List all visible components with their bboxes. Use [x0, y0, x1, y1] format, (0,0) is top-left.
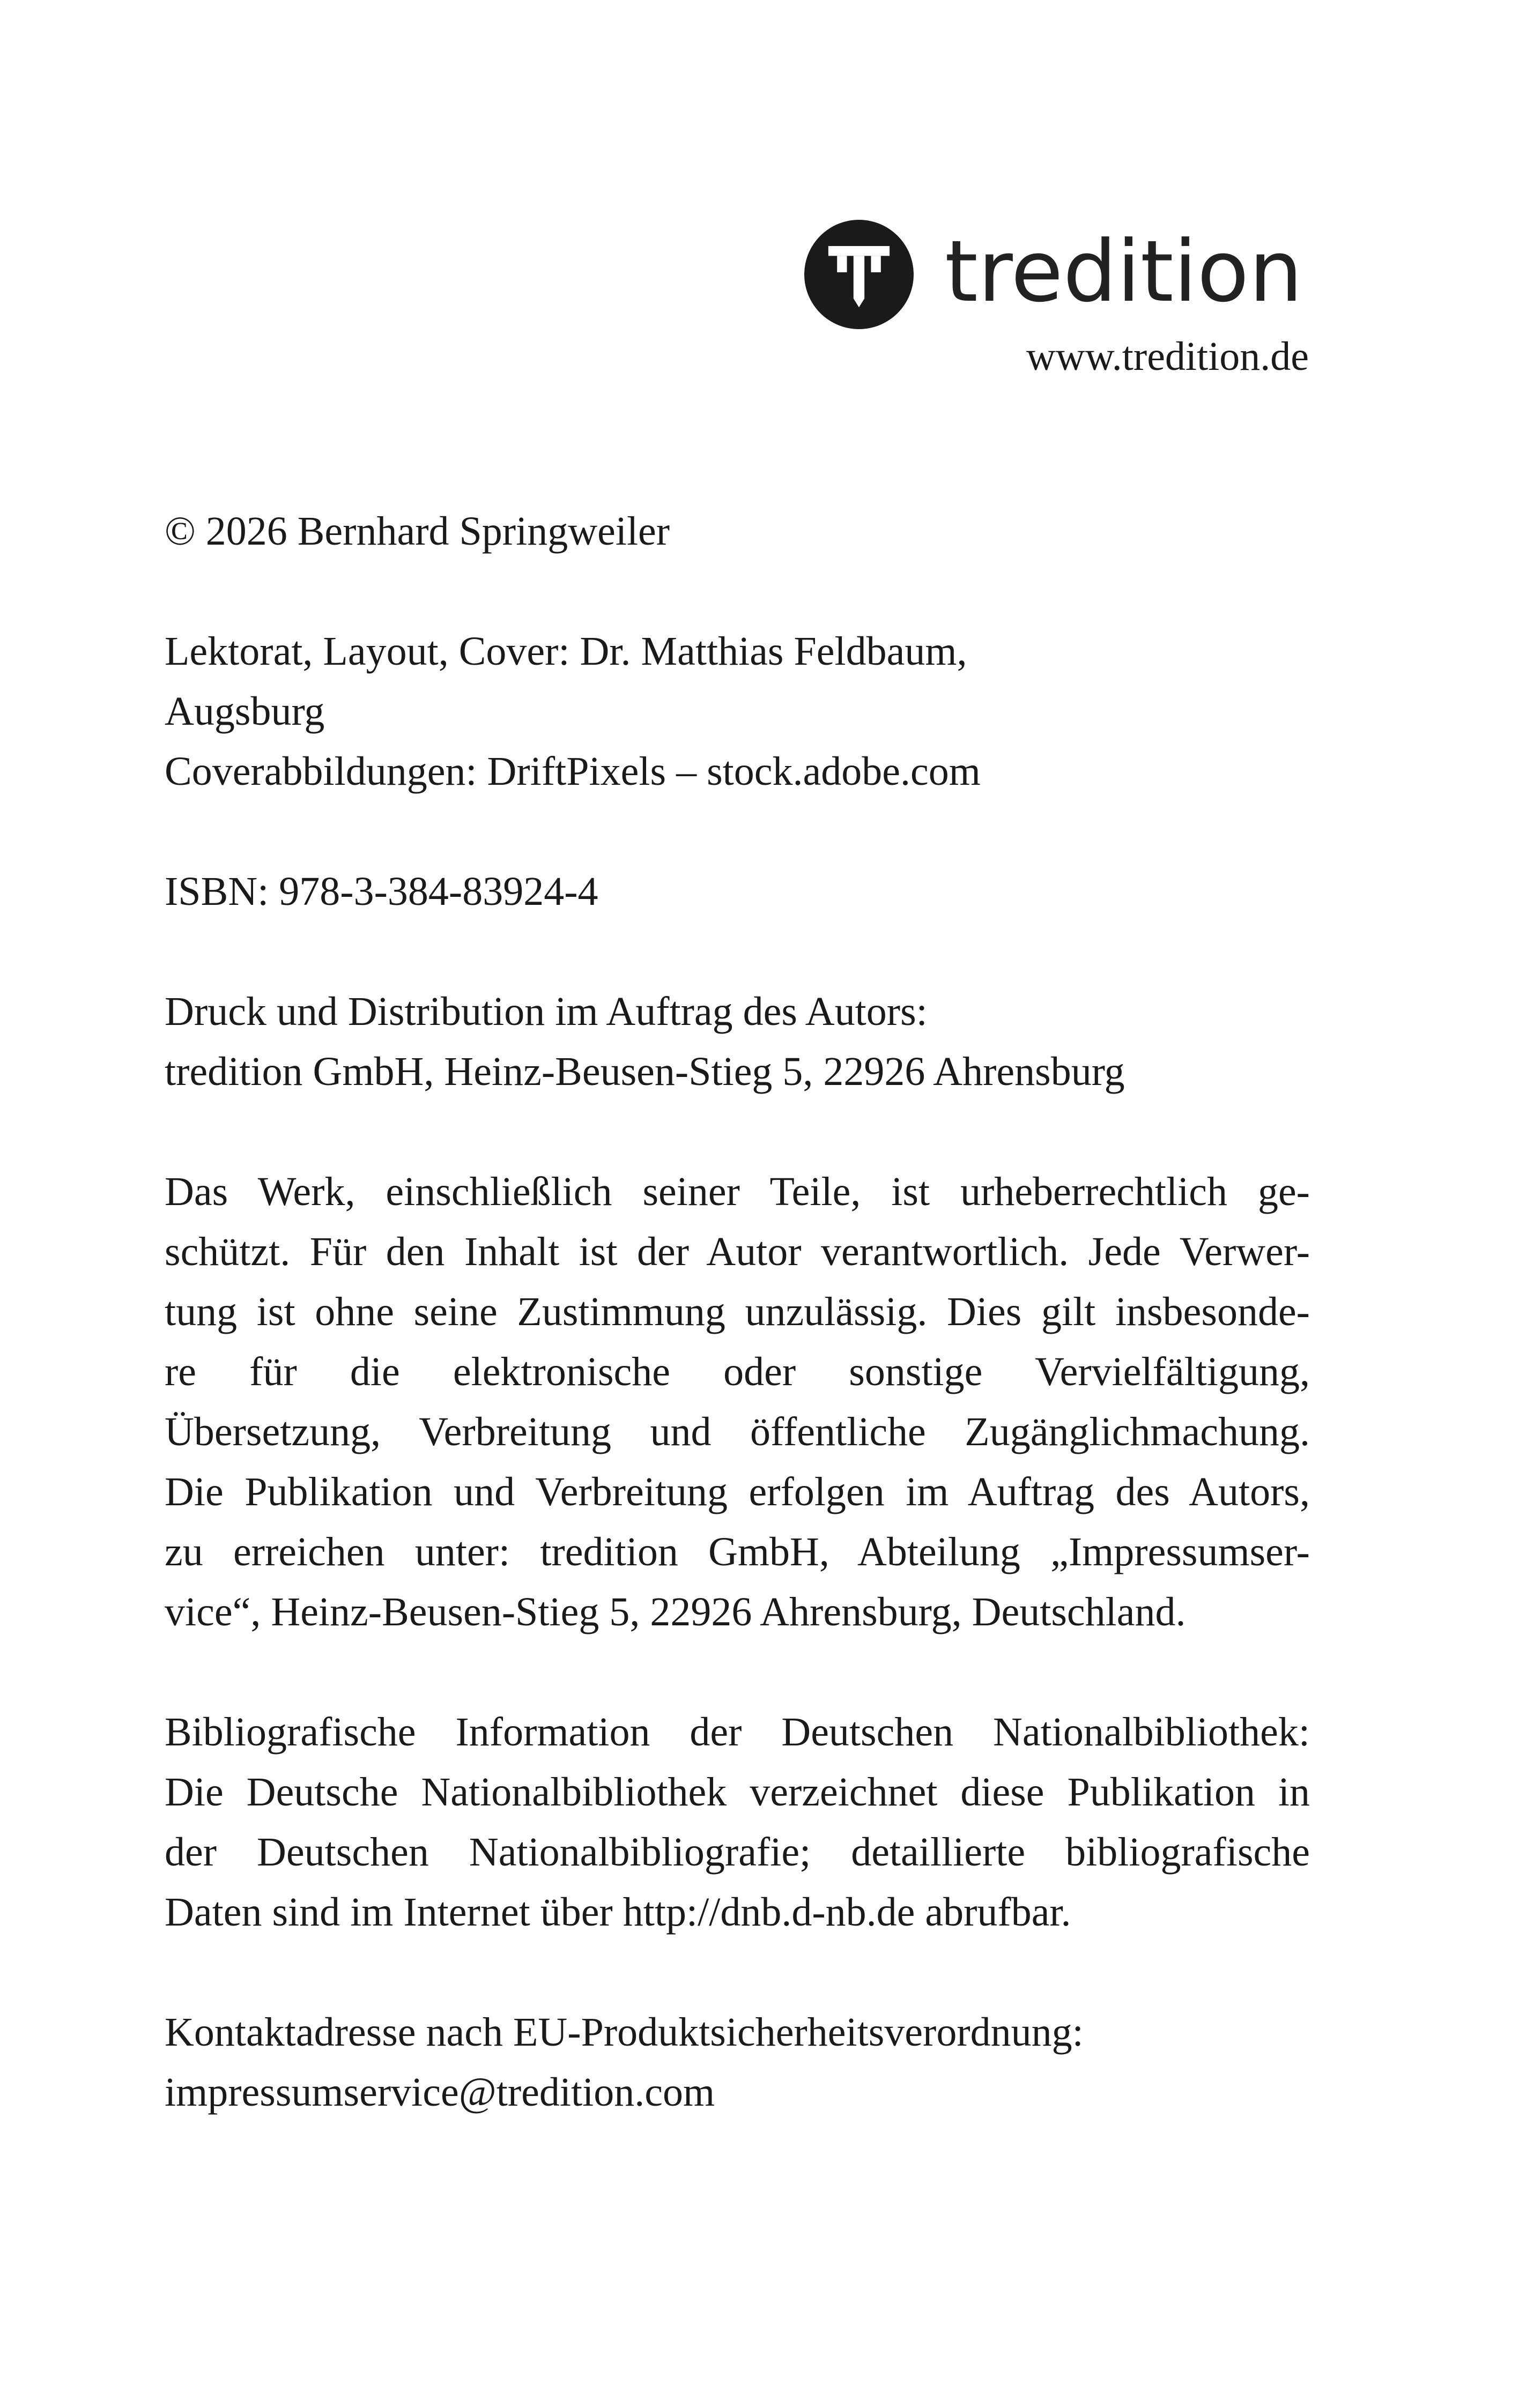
bibliography-paragraph [165, 1702, 1310, 1942]
publisher-url[interactable]: www.tredition.de [1026, 334, 1309, 379]
paragraph-line: re für die elektronische oder sonstige Vervielfältigung, [165, 1349, 1310, 1394]
imprint-text [165, 501, 1310, 2182]
contact-block [165, 2002, 1310, 2122]
credits-block [165, 621, 1310, 801]
contact-email[interactable]: impressumservice@tredition.com [165, 2070, 715, 2115]
copyright-block [165, 501, 1310, 561]
paragraph-line: schützt. Für den Inhalt ist der Autor verantwortlich. Jede Verwer- [165, 1229, 1310, 1274]
paragraph-line: Das Werk, einschließlich seiner Teile, ist urheberrechtlich ge- [165, 1169, 1310, 1214]
isbn-line: ISBN: 978-3-384-83924-4 [165, 869, 598, 914]
tredition-t-icon [804, 220, 914, 329]
paragraph-line: Die Deutsche Nationalbibliothek verzeichnet diese Publikation in [165, 1770, 1310, 1815]
distribution-line: tredition GmbH, Heinz-Beusen-Stieg 5, 22926 Ahrensburg [165, 1049, 1125, 1094]
credits-line: Coverabbildungen: DriftPixels – stock.adobe.com [165, 749, 981, 794]
paragraph-line: der Deutschen Nationalbibliografie; detaillierte bibliografische [165, 1830, 1310, 1875]
publisher-wordmark: tredition [945, 222, 1303, 321]
copyright-line: © 2026 Bernhard Springweiler [165, 509, 670, 554]
paragraph-line: Bibliografische Information der Deutschen Nationalbibliothek: [165, 1710, 1310, 1755]
paragraph-line: Daten sind im Internet über http://dnb.d-nb.de abrufbar. [165, 1890, 1071, 1935]
isbn-block [165, 861, 1310, 921]
paragraph-line: vice“, Heinz-Beusen-Stieg 5, 22926 Ahrensburg, Deutschland. [165, 1589, 1186, 1634]
publisher-logo [804, 215, 1314, 333]
distribution-block [165, 982, 1310, 1102]
rights-paragraph [165, 1162, 1310, 1642]
paragraph-line: Die Publikation und Verbreitung erfolgen im Auftrag des Autors, [165, 1469, 1310, 1514]
distribution-line: Druck und Distribution im Auftrag des Autors: [165, 989, 928, 1034]
paragraph-line: tung ist ohne seine Zustimmung unzulässig. Dies gilt insbesonde- [165, 1289, 1310, 1334]
credits-line: Augsburg [165, 689, 325, 734]
contact-label: Kontaktadresse nach EU-Produktsicherheitsverordnung: [165, 2010, 1084, 2055]
paragraph-line: zu erreichen unter: tredition GmbH, Abteilung „Impressumser- [165, 1529, 1310, 1574]
credits-line: Lektorat, Layout, Cover: Dr. Matthias Feldbaum, [165, 629, 967, 674]
paragraph-line: Übersetzung, Verbreitung und öffentliche Zugänglichmachung. [165, 1409, 1310, 1454]
